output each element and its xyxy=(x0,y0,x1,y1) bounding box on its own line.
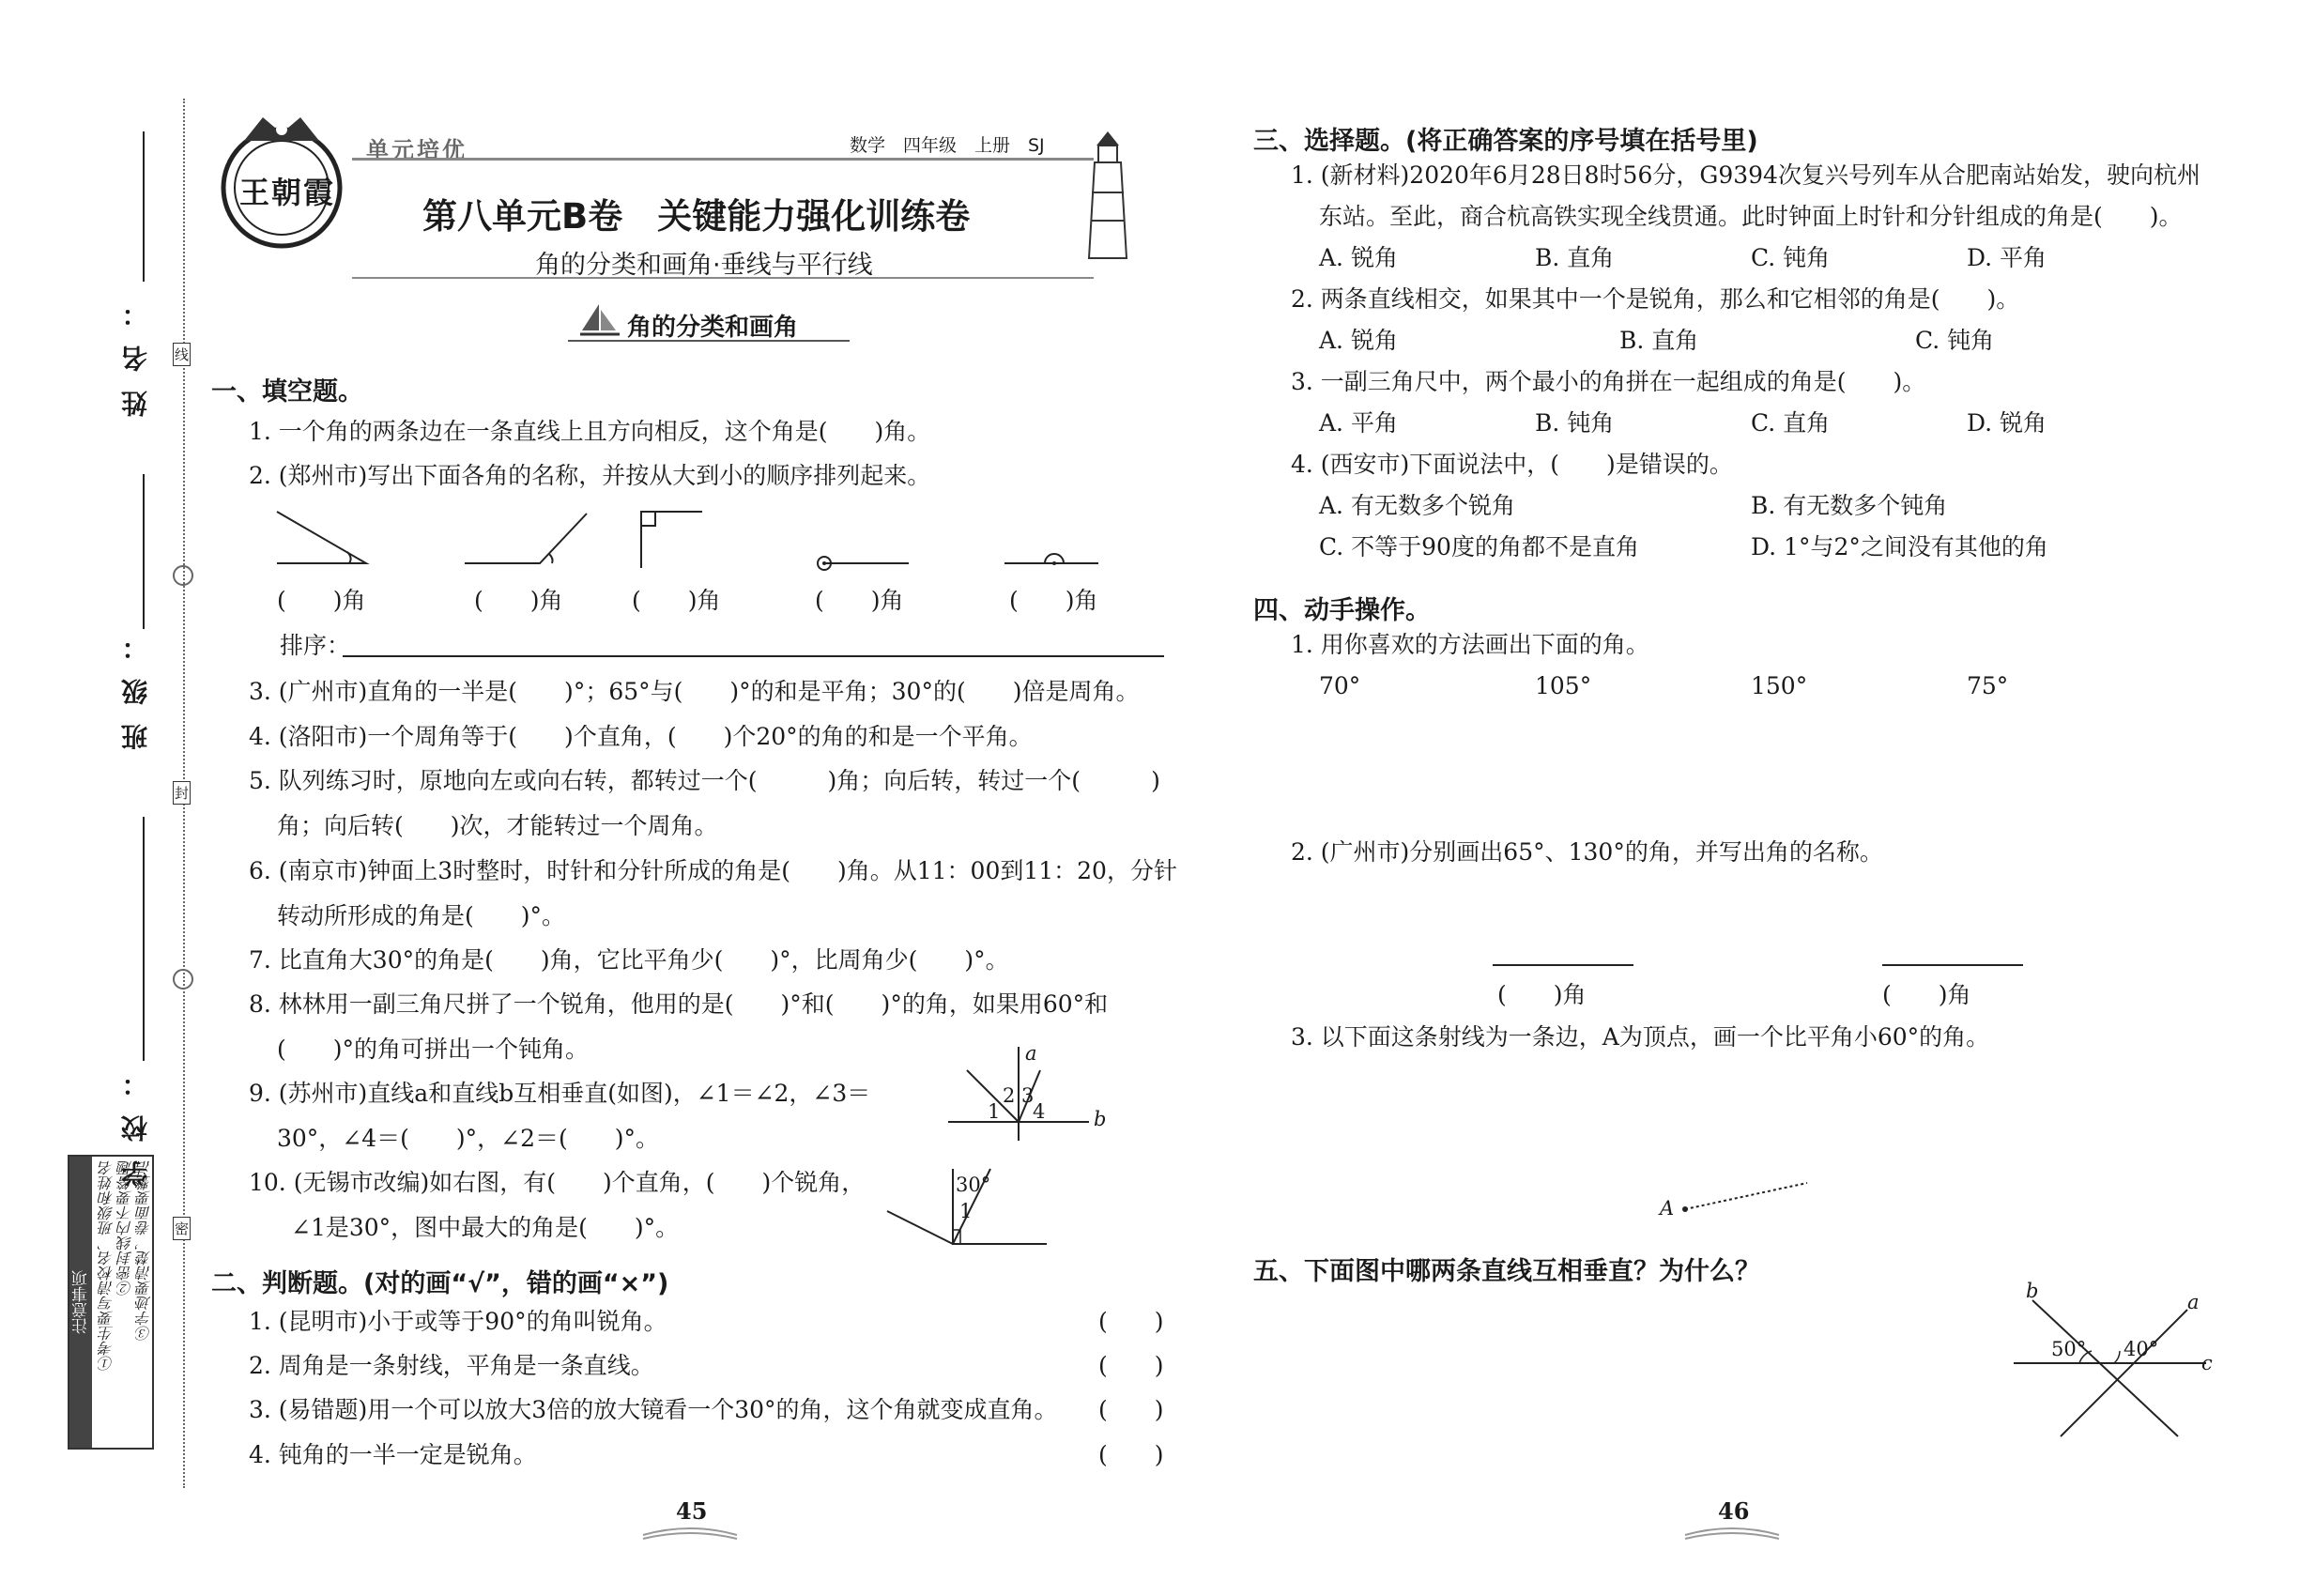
angle-figure-round xyxy=(815,554,918,573)
mc-q4-opt-a[interactable]: A. 有无数多个锐角 xyxy=(1319,492,1515,519)
op-q1-angle-150: 150° xyxy=(1751,672,1808,699)
tf-paren-1[interactable]: ( ) xyxy=(1098,1308,1164,1335)
op-q1-angle-105: 105° xyxy=(1535,672,1592,699)
q9-fig-4: 4 xyxy=(1033,1100,1046,1123)
mc-q3-opt-b[interactable]: B. 钝角 xyxy=(1535,409,1615,437)
q1-9-line2: 30°，∠4＝( )°，∠2＝( )°。 xyxy=(277,1125,660,1152)
page-number-right: 46 xyxy=(1718,1497,1750,1525)
notice-box xyxy=(68,1155,154,1450)
q10-fig-30: 30° xyxy=(956,1174,991,1196)
q9-fig-b: b xyxy=(1094,1108,1107,1130)
mc-q2-opt-c[interactable]: C. 钝角 xyxy=(1915,327,1995,354)
notice-item-3: ③字迹要清楚，卷面要整洁 xyxy=(135,1160,153,1341)
class-field[interactable] xyxy=(143,474,145,629)
angle-figure-obtuse xyxy=(460,512,591,568)
q1-6-line1: 6. (南京市)钟面上3时整时，时针和分针所成的角是( )角。从11：00到11：20，分针 xyxy=(249,857,1177,884)
q1-2-blank-2[interactable]: ( )角 xyxy=(474,587,563,614)
part5-fig-b: b xyxy=(2026,1280,2039,1302)
tf-item-1: 1. (昆明市)小于或等于90°的角叫锐角。 xyxy=(249,1308,667,1335)
section-banner: 角的分类和画角 xyxy=(627,314,799,342)
mc-q2-opt-b[interactable]: B. 直角 xyxy=(1619,327,1699,354)
mc-q4-opt-b[interactable]: B. 有无数多个钝角 xyxy=(1751,492,1948,519)
q1-3: 3. (广州市)直角的一半是( )°；65°与( )°的和是平角；30°的( )倍是周角。 xyxy=(249,678,1140,705)
q1-2-blank-5[interactable]: ( )角 xyxy=(1009,587,1098,614)
mc-q1-line1: 1. (新材料)2020年6月28日8时56分，G9394次复兴号列车从合肥南站始发，驶向杭州 xyxy=(1291,161,2200,189)
q1-1: 1. 一个角的两条边在一条直线上且方向相反，这个角是( )角。 xyxy=(249,418,931,445)
page-ornament-right xyxy=(1680,1526,1784,1544)
q1-2-blank-4[interactable]: ( )角 xyxy=(815,587,904,614)
mc-q3: 3. 一副三角尺中，两个最小的角拼在一起组成的角是( )。 xyxy=(1291,368,1926,395)
op-q2-blank-1[interactable]: ( )角 xyxy=(1497,981,1587,1008)
tf-item-4: 4. 钝角的一半一定是锐角。 xyxy=(249,1441,537,1468)
mc-q4: 4. (西安市)下面说法中，( )是错误的。 xyxy=(1291,451,1733,478)
mc-q2: 2. 两条直线相交，如果其中一个是锐角，那么和它相邻的角是( )。 xyxy=(1291,285,2020,313)
q1-2-order-line[interactable] xyxy=(343,655,1164,657)
mc-q3-opt-c[interactable]: C. 直角 xyxy=(1751,409,1831,437)
seal-circle-2 xyxy=(171,967,195,991)
angle-figure-right xyxy=(636,507,712,573)
page-ornament-left xyxy=(638,1526,742,1544)
paper-subtitle: 角的分类和画角·垂线与平行线 xyxy=(535,251,873,280)
part1-heading: 一、填空题。 xyxy=(211,377,363,407)
mc-q1-opt-c[interactable]: C. 钝角 xyxy=(1751,244,1831,271)
q1-2-blank-3[interactable]: ( )角 xyxy=(632,587,721,614)
seal-mark-feng: 封 xyxy=(173,781,191,805)
q1-2-order-label: 排序： xyxy=(280,632,351,659)
angle-figure-acute xyxy=(272,507,376,573)
series-badge: 单元培优 xyxy=(366,137,468,163)
tf-paren-2[interactable]: ( ) xyxy=(1098,1352,1164,1379)
part5-fig-c: c xyxy=(2201,1352,2213,1374)
q1-4: 4. (洛阳市)一个周角等于( )个直角，( )个20°的角的和是一个平角。 xyxy=(249,723,1033,750)
q1-6-line2: 转动所形成的角是( )°。 xyxy=(277,902,566,929)
seal-mark-xian: 线 xyxy=(173,343,191,366)
mc-q2-opt-a[interactable]: A. 锐角 xyxy=(1319,327,1398,354)
part5-heading: 五、下面图中哪两条直线互相垂直？为什么？ xyxy=(1253,1257,1760,1286)
q9-fig-2: 2 xyxy=(1003,1084,1016,1107)
mc-q4-opt-c[interactable]: C. 不等于90度的角都不是直角 xyxy=(1319,533,1639,560)
subtitle-rule xyxy=(352,277,1094,279)
op-q3-point-a: A xyxy=(1660,1197,1675,1220)
class-label: 班级： xyxy=(120,615,151,750)
mc-q1-opt-a[interactable]: A. 锐角 xyxy=(1319,244,1398,271)
mc-q1-opt-b[interactable]: B. 直角 xyxy=(1535,244,1615,271)
part3-heading: 三、选择题。(将正确答案的序号填在括号里) xyxy=(1253,127,1758,156)
op-q3: 3. 以下面这条射线为一条边，A为顶点，画一个比平角小60°的角。 xyxy=(1291,1023,1990,1051)
part5-fig-a: a xyxy=(2187,1291,2200,1313)
school-field[interactable] xyxy=(143,817,145,1061)
q1-7: 7. 比直角大30°的角是( )角，它比平角少( )°，比周角少( )°。 xyxy=(249,946,1009,974)
op-q2-line-1[interactable] xyxy=(1493,964,1633,966)
q1-2: 2. (郑州市)写出下面各角的名称，并按从大到小的顺序排列起来。 xyxy=(249,462,931,489)
op-q1-angle-75: 75° xyxy=(1967,672,2009,699)
notice-item-1: ①考生要写清校名、班级和姓名 xyxy=(98,1160,115,1371)
name-field[interactable] xyxy=(143,131,145,282)
lighthouse-icon xyxy=(1080,127,1136,268)
q1-9-line1: 9. (苏州市)直线a和直线b互相垂直(如图)，∠1＝∠2，∠3＝ xyxy=(249,1080,871,1107)
name-label: 姓名： xyxy=(120,282,151,417)
op-q1-angle-70: 70° xyxy=(1319,672,1361,699)
op-q3-ray xyxy=(1680,1178,1812,1216)
op-q1: 1. 用你喜欢的方法画出下面的角。 xyxy=(1291,631,1649,658)
q1-10-line2: ∠1是30°，图中最大的角是( )°。 xyxy=(291,1214,680,1241)
sailboat-icon xyxy=(580,302,620,340)
part5-fig-40: 40° xyxy=(2124,1338,2159,1360)
tf-item-3: 3. (易错题)用一个可以放大3倍的放大镜看一个30°的角，这个角就变成直角。 xyxy=(249,1396,1058,1423)
mc-q3-opt-d[interactable]: D. 锐角 xyxy=(1967,409,2047,437)
op-q2-line-2[interactable] xyxy=(1882,964,2023,966)
angle-figure-straight xyxy=(1000,549,1103,573)
q1-10-line1: 10. (无锡市改编)如右图，有( )个直角，( )个锐角， xyxy=(249,1169,866,1196)
school-label: 学校： xyxy=(120,1051,151,1187)
subject-info: 数学 四年级 上册 SJ xyxy=(850,135,1045,156)
mc-q3-opt-a[interactable]: A. 平角 xyxy=(1319,409,1398,437)
seal-circle-1 xyxy=(171,563,195,588)
header-rule xyxy=(352,158,1094,161)
tf-paren-3[interactable]: ( ) xyxy=(1098,1396,1164,1423)
page-number-left: 45 xyxy=(676,1497,708,1525)
op-q2-blank-2[interactable]: ( )角 xyxy=(1882,981,1971,1008)
q9-fig-1: 1 xyxy=(988,1100,1001,1123)
paper-title: 第八单元B卷 关键能力强化训练卷 xyxy=(422,196,971,237)
part4-heading: 四、动手操作。 xyxy=(1253,596,1431,625)
q1-5-line1: 5. 队列练习时，原地向左或向右转，都转过一个( )角；向后转，转过一个( ) xyxy=(249,767,1160,794)
q9-fig-3: 3 xyxy=(1021,1084,1035,1107)
notice-title: 注意事项 xyxy=(69,1157,92,1448)
banner-rule xyxy=(568,340,850,342)
q10-fig-1: 1 xyxy=(959,1200,973,1222)
notice-item-2: ②密封线内不要答题 xyxy=(116,1160,134,1296)
part2-heading: 二、判断题。(对的画“√”，错的画“×”) xyxy=(211,1269,669,1298)
part5-fig-50: 50° xyxy=(2051,1338,2087,1360)
mc-q1-line2: 东站。至此，商合杭高铁实现全线贯通。此时钟面上时针和分针组成的角是( )。 xyxy=(1319,203,2183,230)
q9-fig-a: a xyxy=(1025,1042,1037,1065)
q1-8-line2: ( )°的角可拼出一个钝角。 xyxy=(277,1036,590,1063)
seal-mark-mi: 密 xyxy=(173,1217,191,1240)
q1-2-blank-1[interactable]: ( )角 xyxy=(277,587,366,614)
op-q2: 2. (广州市)分别画出65°、130°的角，并写出角的名称。 xyxy=(1291,838,1883,866)
brand-name: 王朝霞 xyxy=(239,175,336,210)
mc-q4-opt-d[interactable]: D. 1°与2°之间没有其他的角 xyxy=(1751,533,2048,560)
mc-q1-opt-d[interactable]: D. 平角 xyxy=(1967,244,2047,271)
q1-8-line1: 8. 林林用一副三角尺拼了一个锐角，他用的是( )°和( )°的角，如果用60°和 xyxy=(249,990,1109,1018)
tf-paren-4[interactable]: ( ) xyxy=(1098,1441,1164,1468)
tf-item-2: 2. 周角是一条射线，平角是一条直线。 xyxy=(249,1352,654,1379)
q1-5-line2: 角；向后转( )次，才能转过一个周角。 xyxy=(277,812,718,839)
